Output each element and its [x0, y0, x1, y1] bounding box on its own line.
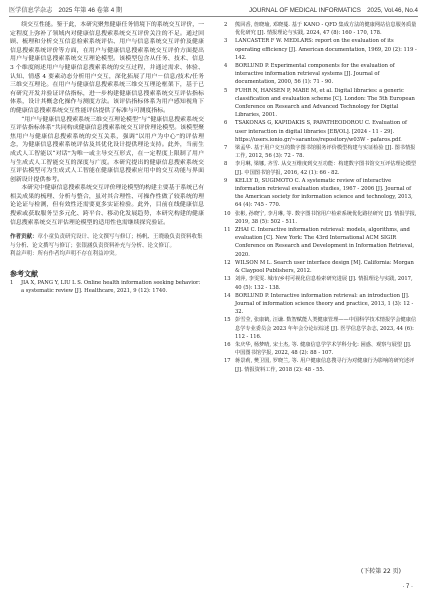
- right-column: [224, 21, 418, 374]
- page-number: · 7 ·: [402, 584, 413, 590]
- reference-text: 彭雪莹, 张康鹤, 汪谦. 数智赋能人类健康管理——中国科学技术情报学会健康信息学专业委员会 2023 年年会分论坛综述 [J]. 医学信息学杂志, 2023, 44 (6): 112 - 116.: [235, 317, 417, 340]
- reference-number: 15: [224, 317, 231, 324]
- reference-text: 梁孟华. 基于用户交互的数字图书馆服务评价模型构建与实证检验 [J]. 图书情报工作, 2012, 56 (3): 72 - 78.: [235, 145, 416, 160]
- body-paragraph: “用户与健康信息搜索系统三维交互理论模型”与“健康信息搜索系统交互评估指标体系”共同构成健康信息搜索系统交互评价理论模型。该模型聚焦用户与健康信息搜索系统的交互关系，强调“以用户为中心”的评估理念，为健康信息搜索系统评估及其优化设计提供理论支持。此外，当前生成式人工智能以“对话”为唯一或主导交互形式，在一定程度上限制了用户与生成式人工智能交互的深度与广度。本研究提出的健康信息搜索系统交互评估模型可为生成式人工智能在健康信息搜索应用中的交互功能与界面创新设计提供参考。: [10, 116, 204, 183]
- reference-text: BORLUND P. Interactive information retrieval: an introduction [J]. Journal of information science theory and practice, 2013, 1 (3): 12 - 32.: [235, 292, 414, 316]
- reference-item: [224, 316, 418, 341]
- reference-item: [224, 87, 418, 120]
- reference-text: 蒋景莉, 樊卫国, 罗晓兰, 等. 用户健康信息搜寻行为对健康行为影响的研究述评 [J]. 情报资料工作, 2018 (2): 48 - 55.: [235, 358, 415, 373]
- journal-title-en: JOURNAL OF MEDICAL INFORMATICS 2025, Vol.46, No.4: [249, 6, 418, 14]
- reference-number: 6: [224, 120, 228, 127]
- left-column: [10, 21, 204, 295]
- reference-item: [224, 226, 418, 259]
- reference-number: 8: [224, 161, 228, 168]
- reference-item: [224, 119, 418, 144]
- references-heading: 参考文献: [10, 270, 38, 279]
- reference-item: [10, 279, 204, 295]
- reference-text: FUHR N, HANSEN P, MABE M, et al. Digital libraries: a generic classification and evaluation scheme [C]. London: The 5th European Conference on Research and Advanced Technology for Digital Libraries, 2001.: [235, 87, 415, 119]
- reference-number: 9: [224, 177, 228, 184]
- reference-text: 朱庆华, 杨梦晴, 宋士杰, 等. 健康信息学学术学科分化: 困惑、观察与展望 [J]. 中国图书馆学报, 2022, 48 (2): 88 - 107.: [235, 341, 412, 357]
- reference-item: [224, 177, 418, 210]
- note-text: 章小童负责研究设计、论文撰写与修订；杨帆、王晓璇负责资料收集与分析、论文撰写与修订；张银涵负责资料补充与分析、论文修订。: [10, 234, 203, 249]
- reference-item: [224, 292, 418, 317]
- header-divider: [9, 16, 418, 17]
- body-paragraph: 续交互性能。鉴于此，本研究聚焦健康任务情境下的系统交互评价，一定程度上弥补了领域内对健康信息搜索系统交互评价关注的不足。通过回顾、梳理和分析交互信息检索系统评估、用户与信息系统交互评价及健康信息搜索系统评价等方面，在用户与健康信息搜索系统交互评价方面提出用户与健康信息搜索系统交互理论模型。该模型包含从任务、技术、信息 3 个维度阐述用户与健康信息搜索系统的交互过程，并通过需求、体验、认知、情感 4 要素动态分析用户交互，深化拓展了用户－信息/技术/任务三维交互理论。在用户与健康信息搜索系统三维交互理论框架下，基于已有研究开发并验证评估指标，进一步构建健康信息搜索系统交互评估指标体系，设计其概念化操作与测度方法。该评估指标体系为用户感知视角下的健康信息搜索系统交互性能评估提供了标准与可测度指标。: [10, 22, 204, 114]
- reference-text: JIA X, PANG Y, LIU L S. Online health information seeking behavior: a systematic review [J]. Healthcare, 2021, 9 (12): 1740.: [21, 280, 201, 295]
- reference-text: BORLUND P. Experimental components for the evaluation of interactive information retrieval systems [J]. Journal of documentation, 2000, 56 (1): 71 - 90.: [235, 63, 395, 86]
- reference-number: 11: [224, 227, 231, 234]
- reference-item: [224, 37, 418, 62]
- reference-text: 熊回香, 詹晓瑜, 邓晓蔓. 基于 KANO - QFD 集成方法的健康网站信息服务质量优化研究 [J]. 情报理论与实践, 2024, 47 (8): 160 - 170, 178.: [235, 22, 417, 37]
- reference-number: 4: [224, 63, 228, 70]
- reference-item: [224, 62, 418, 87]
- reference-item: [224, 275, 418, 291]
- body-paragraph: 本研究中健康信息搜索系统交互评价理论模型的构建主要基于系统已有相关成果的梳理、分析与整合，虽对其合理性、可操作性做了较系统的理论论证与检测，但有效性还需要更多实证检验。此外，目前在线健康信息搜索或获取服务呈多元化、跨平台、移动化发展趋势，本研究构建的健康信息搜索系统交互评估理论模型的适用性也需继续探究验证。: [10, 185, 204, 226]
- reference-item: [224, 341, 418, 357]
- reference-number: 12: [224, 259, 231, 266]
- reference-number: 16: [224, 341, 231, 348]
- reference-item: [224, 21, 418, 37]
- reference-text: 李月琳, 梁娜, 齐雪. 从交互维度到交互功能：构建数字图书馆交互评估理论模型 [J]. 中国图书馆学报, 2016, 42 (1): 66 - 82.: [235, 161, 417, 176]
- reference-item: [224, 210, 418, 226]
- reference-number: 1: [10, 280, 14, 287]
- reference-number: 3: [224, 38, 228, 45]
- note-title: 作者贡献：: [10, 234, 38, 241]
- reference-number: 14: [224, 292, 231, 299]
- reference-text: 刘萍, 李雯雯. 城市/乡村可视化信息检索研究进展 [J]. 情报理论与实践, 2017, 40 (5): 132 - 138.: [235, 276, 413, 291]
- reference-item: [224, 357, 418, 373]
- reference-text: 张彬, 孙晓宁, 李月琳, 等. 数字图书馆用户检索系统优化路径研究 [J]. 情报学报, 2019, 38 (5): 502 - 511.: [235, 210, 417, 225]
- reference-text: LANCASTER F W. MEDLARS: report on the evaluation of its operating efficiency [J]. American documentation, 1969, 20 (2): 119 - 142.: [235, 38, 417, 61]
- reference-number: 17: [224, 358, 231, 365]
- journal-title-cn: 医学信息学杂志 2025 年第 46 卷第 4 期: [9, 6, 123, 14]
- reference-item: [224, 144, 418, 160]
- author-contribution-note: [10, 233, 204, 258]
- reference-item: [224, 259, 418, 275]
- reference-text: TSAKONAS G, KAPIDAKIS S, PAPATHEODOROU C. Evaluation of user interaction in digital libraries [EB/OL]. [2024 - 11 - 29]. https://users.ionio.gr/~sarantos/repository/w03W - pafaros.pdf.: [235, 120, 407, 143]
- reference-number: 13: [224, 276, 231, 283]
- reference-number: 10: [224, 210, 231, 217]
- reference-item: [224, 160, 418, 176]
- reference-text: KELLY D, SUGIMOTO C. A systematic review of interactive information retrieval evaluation studies, 1967 - 2006 [J]. Journal of the American society for information science and technology, 2013, 64 (4): 745 - 770.: [235, 177, 413, 209]
- reference-number: 5: [224, 87, 228, 94]
- continued-on-page: (下转第 22 页): [360, 568, 401, 575]
- conflict-statement: 利益声明：所有作者均声明不存在利益冲突。: [10, 251, 121, 258]
- reference-text: ZHAI C. Interactive information retrieval: models, algorithms, and evaluation [C]. New York: The 43rd International ACM SIGIR Conference on Research and Development in Information Retrieval, 2020.: [235, 227, 415, 258]
- reference-text: WILSON M L. Search user interface design [M]. California: Morgan & Claypool Publishers, 2012.: [235, 259, 414, 275]
- reference-number: 7: [224, 145, 228, 152]
- running-header: [9, 4, 418, 14]
- reference-number: 2: [224, 22, 228, 28]
